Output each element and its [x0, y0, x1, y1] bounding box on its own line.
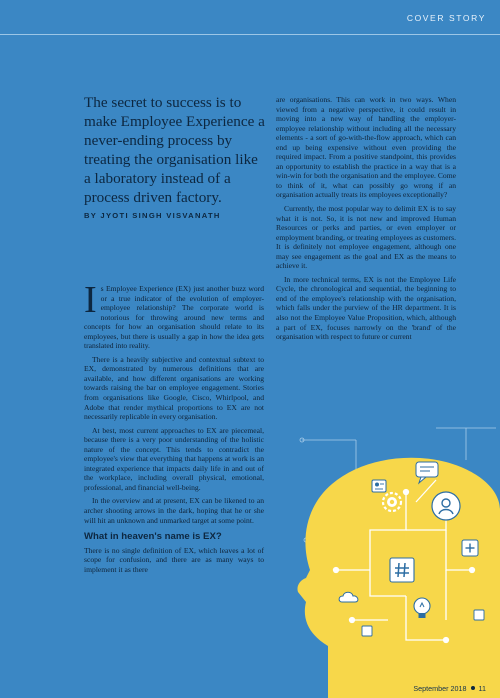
paragraph: In the overview and at present, EX can be likened to an archer shooting arrows in the dark, hoping that he or she will hit an unknown and unmarked target at some point. — [84, 496, 264, 525]
paragraph: There is no single definition of EX, which leaves a lot of scope for confusion, and there are as many ways to implement it as there — [84, 545, 264, 574]
paragraph: s Employee Experience (EX) just another buzz word or a true indicator of the evolution of employer-employee relationship? The corporate world is notorious for throwing around new terms and concepts for how an organisation should relate to its employees, but there is usually a gap in how the idea gets translated into reality. — [84, 284, 264, 351]
person-icon — [432, 492, 460, 520]
issue-date: September 2018 — [413, 684, 467, 693]
bullet-dot — [471, 686, 475, 690]
person-card-icon — [372, 480, 386, 492]
hashtag-icon — [390, 558, 414, 582]
opening-paragraph — [84, 279, 264, 351]
paragraph: There is a heavily subjective and contextual subtext to EX, demonstrated by numerous definitions that are available, and how different organisations are working towards raising the bar on employee engagement. Stories from organisations like Google, Cisco, Whirlpool, and Adobe that render mythical proportions to EX are not necessarily replicable in every organisation. — [84, 354, 264, 422]
paragraph: In more technical terms, EX is not the Employee Life Cycle, the chronological and sequential, the beginning to end of the employee's relationship with the organisation, which falls under the purview of the HR department. It is also not the Employee Value Proposition, which, although a part of EX, focuses narrowly on the 'brand' of the organisation with respect to future or current — [276, 274, 456, 342]
headline: The secret to success is to make Employee Experience a never-ending process by treating the organisation like a laboratory instead of a process driven factory. — [84, 94, 265, 206]
byline: BY JYOTI SINGH VISVANATH — [84, 211, 221, 220]
square-node — [474, 610, 484, 620]
page-footer — [413, 684, 486, 693]
plus-icon — [462, 540, 478, 556]
subheading: What in heaven's name is EX? — [84, 531, 222, 543]
section-label: COVER STORY — [406, 13, 486, 23]
paragraph: Currently, the most popular way to delimit EX is to say what it is not. So, it is not new and improved Human Resources or perks and parties, or even employer or employment branding, or treating employees as customers. It is definitely not employee engagement, although one may see engagement as the goal and EX as the means to achieve it. — [276, 204, 456, 271]
drop-cap: I — [84, 279, 97, 321]
paragraph: At best, most current approaches to EX are piecemeal, because there is a very poor understanding of the holistic nature of the concept. This tends to contradict the employee's view that everything that happens at work is an integrated experience that impacts daily life in and out of the workplace, including overall physical, emotional, professional, and financial well-being. — [84, 425, 264, 492]
paragraph: are organisations. This can work in two ways. When viewed from a negative perspective, it could result in moving into a new way of handling the employer-employee relationship without including all the necessary elements - a sort of go-with-the-flow approach, which can end up being expensive without even providing the required impact. From a positive standpoint, this provides an opportunity to establish the practice in a way that is a win-win for both the organisation and the employee. Come to think of it, what can possibly go wrong if an organisation actually treats its employees exceptionally? — [276, 95, 456, 200]
square-node — [362, 626, 372, 636]
left-column — [84, 279, 264, 578]
head-illustration — [296, 420, 500, 698]
page-number: 11 — [478, 684, 486, 693]
section-rule — [0, 34, 500, 35]
right-column — [276, 95, 456, 346]
